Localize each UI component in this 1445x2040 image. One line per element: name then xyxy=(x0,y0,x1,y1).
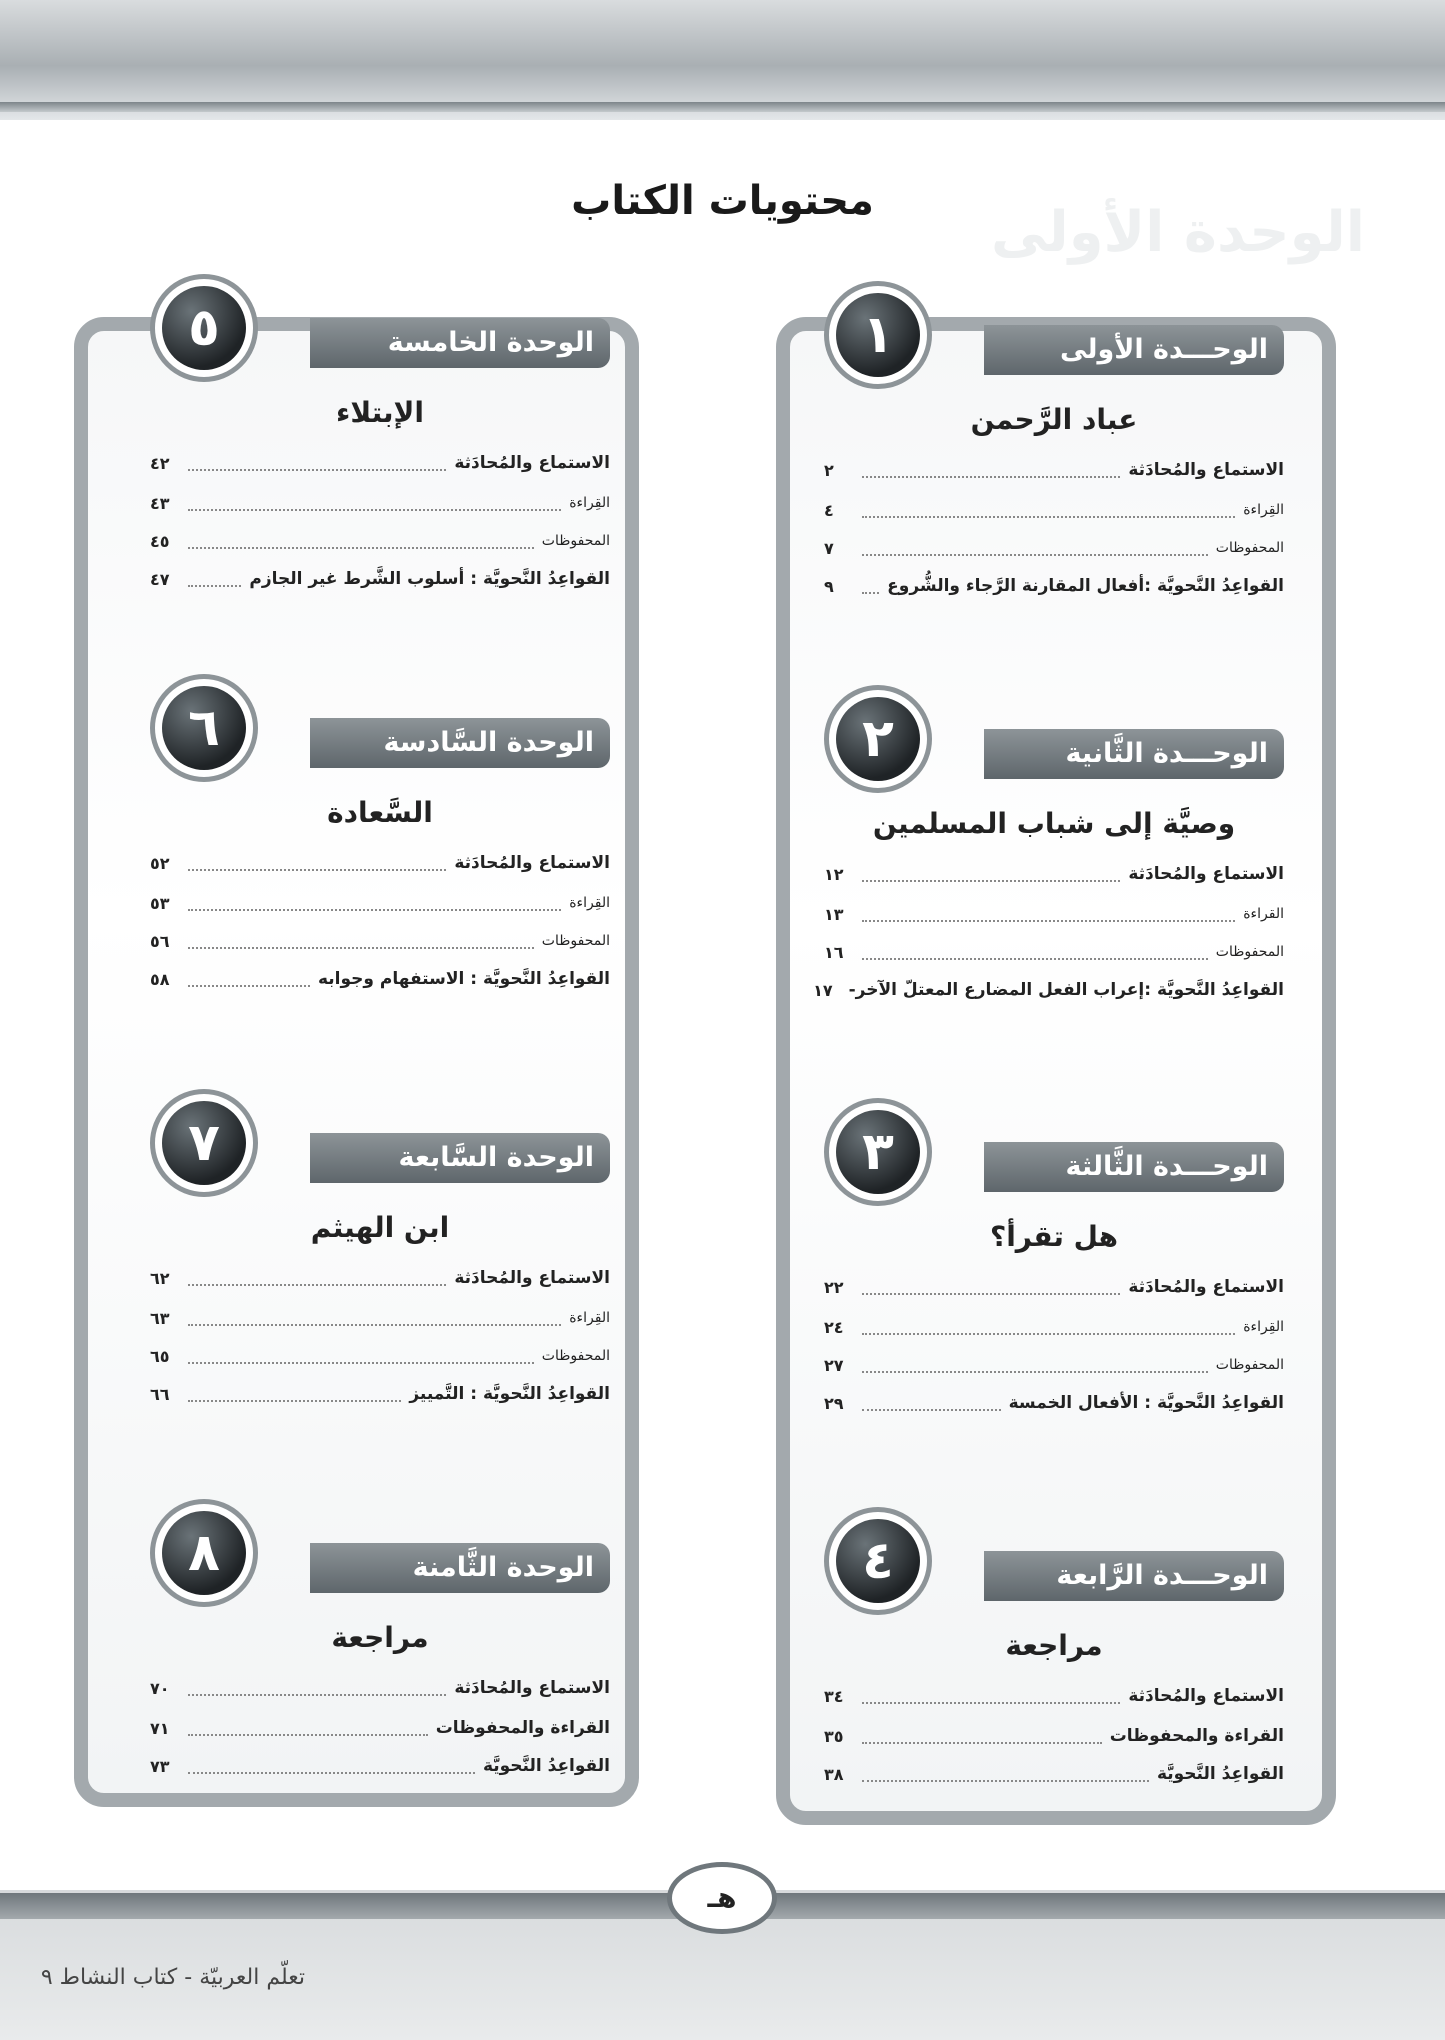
toc-entry-label: المحفوظات xyxy=(1215,540,1284,556)
toc-entry-page: ٩ xyxy=(824,576,834,596)
toc-entry[interactable] xyxy=(150,926,610,956)
toc-entry-page: ٣٥ xyxy=(824,1726,844,1746)
toc-entry-label: القراءة والمحفوظات xyxy=(435,1718,610,1738)
toc-entry-page: ٢٤ xyxy=(824,1317,844,1337)
unit-title: الوحدة السَّابعة xyxy=(310,1133,610,1183)
footer-title: تعلّم العربيّة - كتاب النشاط ٩ xyxy=(40,1965,305,1990)
toc-entry-page: ٧١ xyxy=(150,1718,170,1738)
unit-subject: عباد الرَّحمن xyxy=(970,403,1138,436)
unit-title: الوحدة الثَّامنة xyxy=(310,1543,610,1593)
unit-number: ٦ xyxy=(162,686,246,770)
toc-entry[interactable] xyxy=(824,533,1284,563)
unit-title: الوحـــدة الثَّانية xyxy=(984,729,1284,779)
toc-entry-page: ٤٧ xyxy=(150,569,170,589)
toc-entry-page: ١٦ xyxy=(824,942,844,962)
unit-5 xyxy=(150,298,610,618)
toc-entry[interactable] xyxy=(824,899,1284,929)
dot-leader xyxy=(188,855,446,871)
dot-leader xyxy=(862,1279,1120,1295)
toc-entry-label: القِراءة xyxy=(1243,502,1284,518)
dot-leader xyxy=(188,895,561,911)
toc-entry[interactable] xyxy=(824,1272,1284,1302)
unit-7 xyxy=(150,1113,610,1433)
page-number: هـ xyxy=(667,1862,777,1934)
unit-subject: مراجعة xyxy=(1005,1629,1103,1662)
toc-entry-page: ١٣ xyxy=(824,904,844,924)
unit-number: ٤ xyxy=(836,1519,920,1603)
toc-entry[interactable] xyxy=(150,1263,610,1293)
dot-leader xyxy=(862,866,1120,882)
toc-entry[interactable] xyxy=(150,1673,610,1703)
toc-entry-label: القِراءة xyxy=(1243,1319,1284,1335)
dot-leader xyxy=(862,578,879,594)
toc-entry-label: القواعِدُ النَّحويَّة : التَّمييز xyxy=(409,1384,610,1404)
toc-entry-label: القواعِدُ النَّحويَّة xyxy=(482,1756,610,1776)
toc-entry[interactable] xyxy=(150,1751,610,1781)
unit-number-badge xyxy=(824,685,932,793)
toc-entry-label: القِراءة xyxy=(569,495,610,511)
toc-entry-label: القواعِدُ النَّحويَّة :أفعال المقارنة الرَّجاء والشُّروع xyxy=(887,576,1284,596)
unit-number-badge xyxy=(150,1089,258,1197)
toc-entry[interactable] xyxy=(824,1312,1284,1342)
toc-entry[interactable] xyxy=(824,495,1284,525)
unit-number: ٣ xyxy=(836,1110,920,1194)
toc-entry-page: ٢٧ xyxy=(824,1355,844,1375)
toc-entry-label: الاستماع والمُحادَثة xyxy=(1128,460,1284,480)
watermark: الوحدة الأولى xyxy=(991,200,1365,265)
dot-leader xyxy=(188,571,241,587)
dot-leader xyxy=(188,533,534,549)
toc-entry[interactable] xyxy=(824,1721,1284,1751)
toc-entry[interactable] xyxy=(824,859,1284,889)
unit-number: ٥ xyxy=(162,286,246,370)
toc-entry-label: القراءة xyxy=(1243,906,1284,922)
toc-entry-label: الاستماع والمُحادَثة xyxy=(454,453,610,473)
dot-leader xyxy=(862,1766,1149,1782)
unit-subject: مراجعة xyxy=(331,1621,429,1654)
toc-entry[interactable] xyxy=(813,975,1284,1005)
toc-entry-label: القواعِدُ النَّحويَّة : الأفعال الخمسة xyxy=(1008,1393,1284,1413)
toc-entry-label: الاستماع والمُحادَثة xyxy=(454,1678,610,1698)
toc-entry-page: ٥٢ xyxy=(150,853,170,873)
page-title: محتويات الكتاب xyxy=(571,178,874,224)
toc-entry-page: ١٧ xyxy=(813,980,833,1000)
unit-3 xyxy=(824,1122,1284,1442)
toc-entry-label: القراءة والمحفوظات xyxy=(1109,1726,1284,1746)
toc-entry-page: ٥٣ xyxy=(150,893,170,913)
unit-subject: ابن الهيثم xyxy=(310,1211,450,1244)
toc-entry[interactable] xyxy=(150,848,610,878)
toc-entry-label: الاستماع والمُحادَثة xyxy=(454,1268,610,1288)
toc-entry-page: ٤٢ xyxy=(150,453,170,473)
unit-8 xyxy=(150,1523,610,1843)
toc-entry-label: المحفوظات xyxy=(1215,1357,1284,1373)
unit-number: ١ xyxy=(836,293,920,377)
toc-entry-page: ٦٢ xyxy=(150,1268,170,1288)
toc-entry[interactable] xyxy=(824,1350,1284,1380)
toc-entry-page: ٦٥ xyxy=(150,1346,170,1366)
toc-entry-label: القِراءة xyxy=(569,1310,610,1326)
dot-leader xyxy=(862,944,1208,960)
toc-entry-page: ٢ xyxy=(824,460,834,480)
toc-entry-label: المحفوظات xyxy=(541,933,610,949)
unit-number-badge xyxy=(824,1507,932,1615)
toc-entry-page: ٤٥ xyxy=(150,531,170,551)
dot-leader xyxy=(188,1386,401,1402)
toc-entry[interactable] xyxy=(150,488,610,518)
unit-2 xyxy=(813,709,1284,1029)
toc-entry[interactable] xyxy=(150,1713,610,1743)
unit-number-badge xyxy=(150,1499,258,1607)
toc-entry-page: ٤٣ xyxy=(150,493,170,513)
toc-entry[interactable] xyxy=(824,937,1284,967)
toc-entry-page: ١٢ xyxy=(824,864,844,884)
unit-subject: الإبتلاء xyxy=(336,396,424,429)
dot-leader xyxy=(188,971,310,987)
unit-title: الوحدة الخامسة xyxy=(310,318,610,368)
toc-entry[interactable] xyxy=(824,1681,1284,1711)
dot-leader xyxy=(862,906,1235,922)
toc-entry[interactable] xyxy=(150,1341,610,1371)
toc-entry-label: المحفوظات xyxy=(1215,944,1284,960)
toc-entry-page: ٦٣ xyxy=(150,1308,170,1328)
dot-leader xyxy=(862,1688,1120,1704)
dot-leader xyxy=(862,540,1208,556)
unit-1 xyxy=(824,305,1284,625)
toc-entry[interactable] xyxy=(150,564,610,594)
toc-entry-label: القواعِدُ النَّحويَّة xyxy=(1156,1764,1284,1784)
unit-number-badge xyxy=(824,1098,932,1206)
unit-subject: السَّعادة xyxy=(327,796,433,829)
toc-entry-label: القواعِدُ النَّحويَّة : الاستفهام وجوابه xyxy=(317,969,610,989)
unit-subject: هل تقرأ؟ xyxy=(989,1220,1119,1253)
toc-entry[interactable] xyxy=(824,571,1284,601)
dot-leader xyxy=(188,933,534,949)
toc-entry-label: الاستماع والمُحادَثة xyxy=(1128,1277,1284,1297)
unit-number-badge xyxy=(150,274,258,382)
toc-entry-page: ٢٩ xyxy=(824,1393,844,1413)
dot-leader xyxy=(862,502,1235,518)
dot-leader xyxy=(188,1270,446,1286)
toc-entry-label: القِراءة xyxy=(569,895,610,911)
toc-entry-page: ٥٦ xyxy=(150,931,170,951)
unit-4 xyxy=(824,1531,1284,1851)
dot-leader xyxy=(188,1348,534,1364)
dot-leader xyxy=(188,1680,446,1696)
dot-leader xyxy=(862,1319,1235,1335)
toc-entry-label: المحفوظات xyxy=(541,1348,610,1364)
toc-entry[interactable] xyxy=(150,448,610,478)
unit-6 xyxy=(150,698,610,1018)
toc-entry-label: المحفوظات xyxy=(541,533,610,549)
toc-entry[interactable] xyxy=(150,1379,610,1409)
toc-entry-page: ٦٦ xyxy=(150,1384,170,1404)
toc-entry-label: القواعِدُ النَّحويَّة : أسلوب الشَّرط غير الجازم xyxy=(249,569,610,589)
unit-title: الوحـــدة الأولى xyxy=(984,325,1284,375)
toc-entry-page: ٧٠ xyxy=(150,1678,170,1698)
unit-number: ٢ xyxy=(836,697,920,781)
toc-entry[interactable] xyxy=(824,1388,1284,1418)
toc-entry-page: ٣٨ xyxy=(824,1764,844,1784)
top-band xyxy=(0,0,1445,120)
dot-leader xyxy=(862,1728,1102,1744)
dot-leader xyxy=(188,495,561,511)
toc-entry[interactable] xyxy=(150,888,610,918)
toc-entry[interactable] xyxy=(150,964,610,994)
toc-entry-label: القواعِدُ النَّحويَّة :إعراب الفعل المضارع المعتلّ الآخر- xyxy=(848,980,1284,1000)
toc-entry-page: ٥٨ xyxy=(150,969,170,989)
toc-entry-page: ٢٢ xyxy=(824,1277,844,1297)
dot-leader xyxy=(188,1758,475,1774)
dot-leader xyxy=(188,1310,561,1326)
unit-subject: وصيَّة إلى شباب المسلمين xyxy=(872,807,1236,840)
unit-number-badge xyxy=(824,281,932,389)
toc-entry-label: الاستماع والمُحادَثة xyxy=(454,853,610,873)
dot-leader xyxy=(862,1395,1001,1411)
unit-title: الوحدة السَّادسة xyxy=(310,718,610,768)
toc-entry[interactable] xyxy=(150,1303,610,1333)
toc-entry[interactable] xyxy=(824,455,1284,485)
toc-entry-page: ٣٤ xyxy=(824,1686,844,1706)
toc-entry[interactable] xyxy=(150,526,610,556)
unit-number: ٨ xyxy=(162,1511,246,1595)
toc-entry-label: الاستماع والمُحادَثة xyxy=(1128,1686,1284,1706)
dot-leader xyxy=(862,462,1120,478)
unit-title: الوحـــدة الثَّالثة xyxy=(984,1142,1284,1192)
dot-leader xyxy=(188,455,446,471)
toc-entry[interactable] xyxy=(824,1759,1284,1789)
unit-number-badge xyxy=(150,674,258,782)
dot-leader xyxy=(188,1720,428,1736)
toc-entry-page: ٤ xyxy=(824,500,834,520)
dot-leader xyxy=(862,1357,1208,1373)
toc-entry-label: الاستماع والمُحادَثة xyxy=(1128,864,1284,884)
toc-entry-page: ٧٣ xyxy=(150,1756,170,1776)
unit-title: الوحـــدة الرَّابعة xyxy=(984,1551,1284,1601)
toc-entry-page: ٧ xyxy=(824,538,834,558)
unit-number: ٧ xyxy=(162,1101,246,1185)
